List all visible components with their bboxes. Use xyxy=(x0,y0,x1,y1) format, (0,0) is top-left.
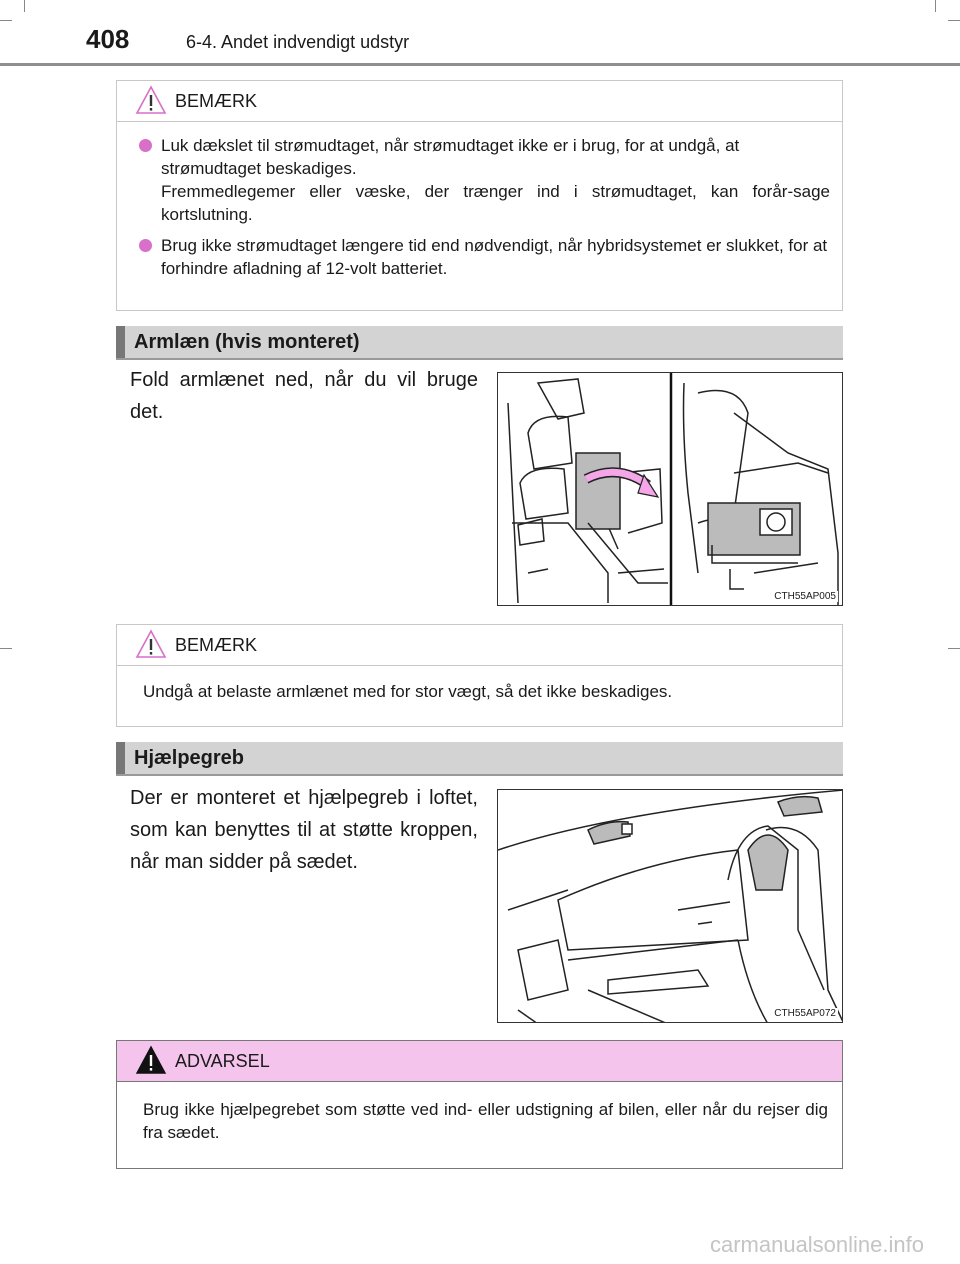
warning-triangle-icon xyxy=(135,1045,167,1075)
warning-triangle-icon xyxy=(135,629,167,659)
section-heading-text: Hjælpegreb xyxy=(134,747,245,769)
crop-mark xyxy=(948,648,960,649)
notice-header xyxy=(117,625,842,666)
notice-title: BEMÆRK xyxy=(175,91,258,111)
warning-body xyxy=(117,1082,842,1156)
crop-mark xyxy=(935,0,936,12)
warning-title: ADVARSEL xyxy=(175,1051,270,1071)
grip-drawing xyxy=(498,790,843,1023)
crop-mark xyxy=(948,20,960,21)
section-heading-armrest xyxy=(116,326,843,360)
notice-title: BEMÆRK xyxy=(175,635,258,655)
section-heading-text: Armlæn (hvis monteret) xyxy=(134,331,360,353)
armrest-text: Fold armlænet ned, når du vil bruge det. xyxy=(130,369,478,423)
notice-box-2 xyxy=(116,624,843,727)
notice-header xyxy=(117,81,842,122)
notice-body xyxy=(117,122,842,300)
warning-header xyxy=(117,1041,842,1082)
notice-text: Undgå at belaste armlænet med for stor vægt, så det ikke beskadiges. xyxy=(143,682,673,701)
grip-text: Der er monteret et hjælpegreb i loftet, som kan benyttes til at støtte kroppen, når man sidder på sædet. xyxy=(130,787,478,873)
warning-text: Brug ikke hjælpegrebet som støtte ved ind- eller udstigning af bilen, eller når du rejser dig fra sædet. xyxy=(143,1100,828,1142)
warning-triangle-icon xyxy=(135,85,167,115)
crop-mark xyxy=(0,20,12,21)
list-item xyxy=(139,134,830,226)
bullet-dot-icon xyxy=(139,139,152,152)
warning-box xyxy=(116,1040,843,1169)
page-number: 408 xyxy=(86,24,130,54)
bullet-text: Fremmedlegemer eller væske, der trænger ind i strømudtaget, kan forår-sage kortslutning. xyxy=(161,182,830,224)
armrest-illustration xyxy=(497,372,843,606)
grip-illustration xyxy=(497,789,843,1023)
section-heading-grip xyxy=(116,742,843,776)
bullet-dot-icon xyxy=(139,239,152,252)
header-divider xyxy=(0,63,960,66)
notice-body xyxy=(117,666,842,715)
figure-code: CTH55AP005 xyxy=(774,591,836,602)
section-bar xyxy=(116,326,125,358)
crop-mark xyxy=(0,648,12,649)
figure-code: CTH55AP072 xyxy=(774,1008,836,1019)
section-title: 6-4. Andet indvendigt udstyr xyxy=(186,32,410,52)
bullet-text: Luk dækslet til strømudtaget, når strømudtaget ikke er i brug, for at undgå, at strømudtaget beskadiges. xyxy=(161,136,740,178)
watermark: carmanualsonline.info xyxy=(709,1232,924,1257)
list-item xyxy=(139,234,830,280)
section-bar xyxy=(116,742,125,774)
bullet-text: Brug ikke strømudtaget længere tid end nødvendigt, når hybridsystemet er slukket, for at forhindre afladning af 12-volt batteriet. xyxy=(161,236,828,278)
armrest-drawing xyxy=(498,373,843,606)
notice-box-1 xyxy=(116,80,843,311)
crop-mark xyxy=(24,0,25,12)
